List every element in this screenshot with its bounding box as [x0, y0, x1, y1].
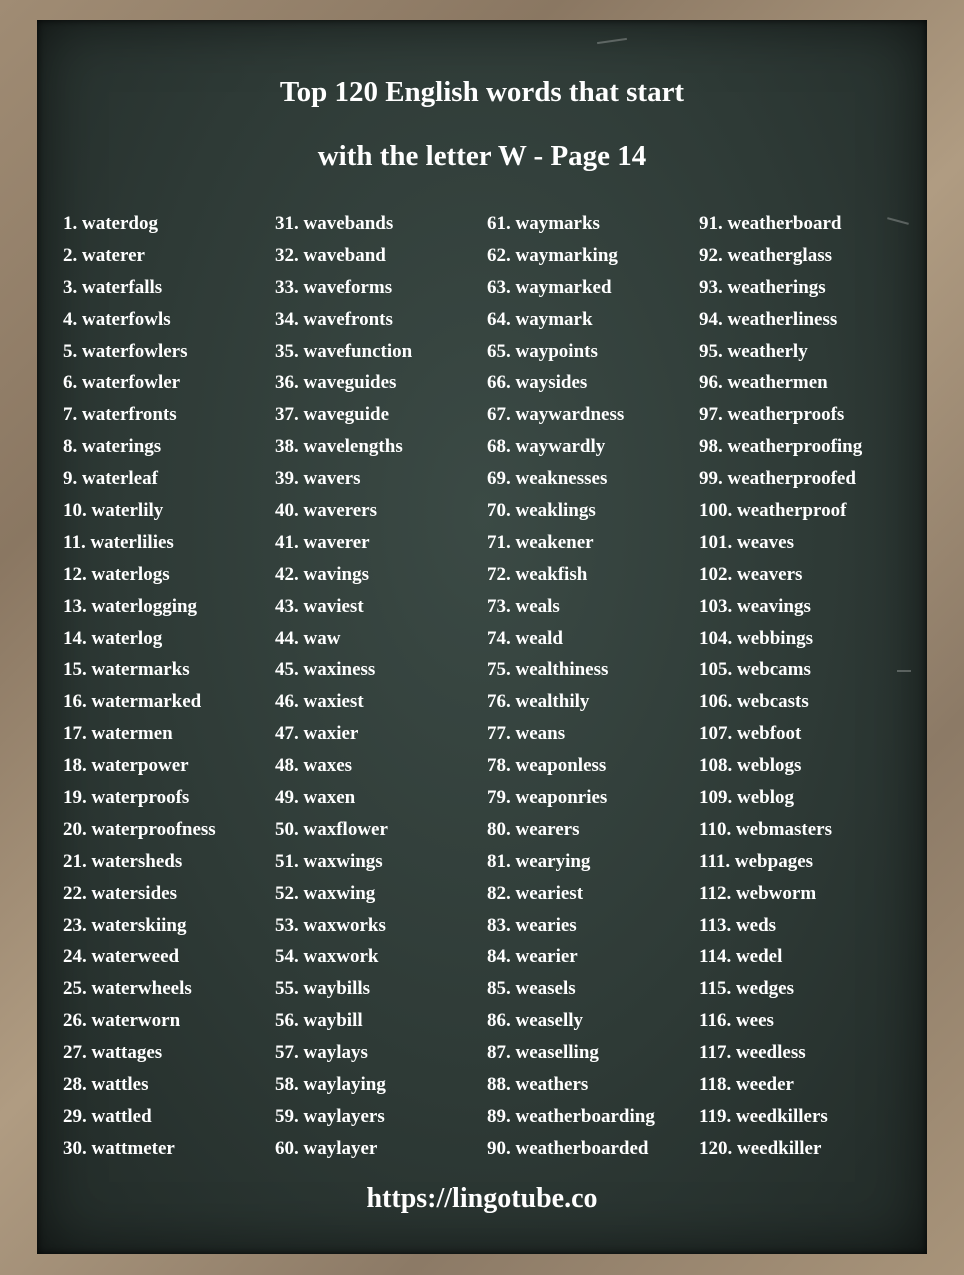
word-item: 97. weatherproofs [699, 404, 845, 426]
word-item: 106. webcasts [699, 691, 809, 713]
word-column-1 [63, 208, 216, 1165]
word-item: 19. waterproofs [63, 787, 190, 809]
word-item: 15. watermarks [63, 659, 190, 681]
word-item: 115. wedges [699, 978, 794, 1000]
word-item: 9. waterleaf [63, 468, 158, 490]
word-item: 80. wearers [487, 818, 580, 840]
word-column-2 [275, 208, 412, 1165]
word-item: 107. webfoot [699, 723, 802, 745]
word-item: 36. waveguides [275, 372, 397, 394]
word-item: 78. weaponless [487, 755, 607, 777]
word-item: 73. weals [487, 595, 560, 617]
word-item: 55. waybills [275, 978, 371, 1000]
word-item: 91. weatherboard [699, 213, 842, 234]
word-item: 114. wedel [699, 946, 783, 968]
word-item: 99. weatherproofed [699, 468, 856, 490]
word-item: 65. waypoints [487, 340, 598, 362]
word-item: 41. waverer [275, 531, 370, 553]
word-item: 48. waxes [275, 755, 353, 777]
word-item: 104. webbings [699, 627, 814, 649]
word-item: 45. waxiness [275, 659, 376, 681]
word-item: 30. wattmeter [63, 1137, 175, 1159]
word-item: 23. waterskiing [63, 914, 187, 936]
word-item: 120. weedkiller [699, 1137, 822, 1159]
word-item: 72. weakfish [487, 563, 588, 585]
word-item: 6. waterfowler [63, 372, 181, 394]
word-item: 89. weatherboarding [487, 1105, 655, 1127]
word-item: 46. waxiest [275, 691, 364, 713]
word-item: 53. waxworks [275, 914, 386, 936]
word-item: 66. waysides [487, 372, 588, 394]
word-item: 10. waterlily [63, 500, 164, 522]
word-item: 50. waxflower [275, 818, 388, 840]
word-item: 62. waymarking [487, 244, 618, 266]
word-item: 111. webpages [699, 850, 814, 872]
word-item: 31. wavebands [275, 213, 394, 234]
word-item: 13. waterlogging [63, 595, 198, 617]
word-item: 87. weaselling [487, 1042, 599, 1064]
word-item: 63. waymarked [487, 276, 612, 298]
word-item: 118. weeder [699, 1074, 794, 1096]
word-item: 61. waymarks [487, 213, 600, 234]
word-item: 8. waterings [63, 436, 162, 458]
word-item: 117. weedless [699, 1042, 806, 1064]
word-item: 29. wattled [63, 1105, 152, 1127]
word-item: 49. waxen [275, 787, 356, 809]
word-item: 25. waterwheels [63, 978, 192, 1000]
word-item: 85. weasels [487, 978, 576, 1000]
word-column-3 [487, 208, 655, 1165]
word-item: 112. webworm [699, 882, 817, 904]
word-item: 7. waterfronts [63, 404, 177, 426]
word-item: 103. weavings [699, 595, 811, 617]
word-item: 26. waterworn [63, 1010, 181, 1032]
word-item: 82. weariest [487, 882, 584, 904]
word-item: 27. wattages [63, 1042, 163, 1064]
word-item: 101. weaves [699, 531, 794, 553]
word-item: 108. weblogs [699, 755, 802, 777]
word-item: 5. waterfowlers [63, 340, 188, 362]
word-item: 47. waxier [275, 723, 359, 745]
word-item: 20. waterproofness [63, 818, 216, 840]
word-item: 90. weatherboarded [487, 1137, 649, 1159]
word-item: 39. wavers [275, 468, 361, 490]
chalk-scratch [897, 670, 911, 672]
word-item: 42. wavings [275, 563, 369, 585]
word-item: 110. webmasters [699, 818, 832, 840]
word-item: 67. waywardness [487, 404, 625, 426]
word-item: 109. weblog [699, 787, 794, 809]
word-item: 54. waxwork [275, 946, 379, 968]
word-item: 52. waxwing [275, 882, 376, 904]
word-item: 11. waterlilies [63, 531, 174, 553]
word-item: 94. weatherliness [699, 308, 838, 330]
word-item: 32. waveband [275, 244, 386, 266]
word-item: 12. waterlogs [63, 563, 170, 585]
word-item: 70. weaklings [487, 500, 596, 522]
word-item: 75. wealthiness [487, 659, 609, 681]
chalk-scratch [597, 38, 627, 44]
word-item: 3. waterfalls [63, 276, 163, 298]
word-item: 22. watersides [63, 882, 177, 904]
footer-url: https://lingotube.co [366, 1183, 598, 1214]
word-item: 60. waylayer [275, 1137, 378, 1159]
word-item: 79. weaponries [487, 787, 608, 809]
word-item: 93. weatherings [699, 276, 826, 298]
word-item: 119. weedkillers [699, 1105, 828, 1127]
word-item: 38. wavelengths [275, 436, 403, 458]
word-item: 76. wealthily [487, 691, 590, 713]
word-item: 92. weatherglass [699, 244, 832, 266]
word-item: 44. waw [275, 627, 341, 649]
word-item: 88. weathers [487, 1074, 589, 1096]
word-item: 95. weatherly [699, 340, 808, 362]
word-item: 34. wavefronts [275, 308, 393, 330]
word-item: 98. weatherproofing [699, 436, 863, 458]
page-title-line-2: with the letter W - Page 14 [317, 140, 647, 172]
word-item: 102. weavers [699, 563, 803, 585]
word-item: 40. waverers [275, 500, 378, 522]
word-item: 18. waterpower [63, 755, 189, 777]
word-item: 113. weds [699, 914, 777, 936]
word-item: 105. webcams [699, 659, 811, 681]
word-item: 28. wattles [63, 1074, 149, 1096]
word-item: 83. wearies [487, 914, 577, 936]
word-item: 64. waymark [487, 308, 593, 330]
word-item: 21. watersheds [63, 850, 183, 872]
word-item: 59. waylayers [275, 1105, 385, 1127]
word-item: 100. weatherproof [699, 500, 847, 522]
word-item: 14. waterlog [63, 627, 163, 649]
word-item: 1. waterdog [63, 213, 158, 234]
word-item: 77. weans [487, 723, 566, 745]
word-column-4 [699, 208, 862, 1165]
page-title-line-1: Top 120 English words that start [279, 76, 685, 108]
word-item: 37. waveguide [275, 404, 389, 426]
word-item: 96. weathermen [699, 372, 828, 394]
word-item: 84. wearier [487, 946, 578, 968]
chalk-scratch [887, 217, 909, 225]
word-item: 16. watermarked [63, 691, 202, 713]
word-item: 71. weakener [487, 531, 594, 553]
word-item: 4. waterfowls [63, 308, 171, 330]
word-item: 57. waylays [275, 1042, 368, 1064]
word-item: 43. waviest [275, 595, 364, 617]
word-item: 68. waywardly [487, 436, 606, 458]
word-item: 58. waylaying [275, 1074, 386, 1096]
word-item: 33. waveforms [275, 276, 393, 298]
word-item: 69. weaknesses [487, 468, 608, 490]
word-item: 86. weaselly [487, 1010, 584, 1032]
word-item: 35. wavefunction [275, 340, 413, 362]
word-item: 56. waybill [275, 1010, 363, 1032]
word-item: 2. waterer [63, 244, 145, 266]
word-item: 17. watermen [63, 723, 173, 745]
word-item: 74. weald [487, 627, 563, 649]
word-item: 116. wees [699, 1010, 774, 1032]
word-item: 81. wearying [487, 850, 591, 872]
word-item: 24. waterweed [63, 946, 180, 968]
word-item: 51. waxwings [275, 850, 383, 872]
